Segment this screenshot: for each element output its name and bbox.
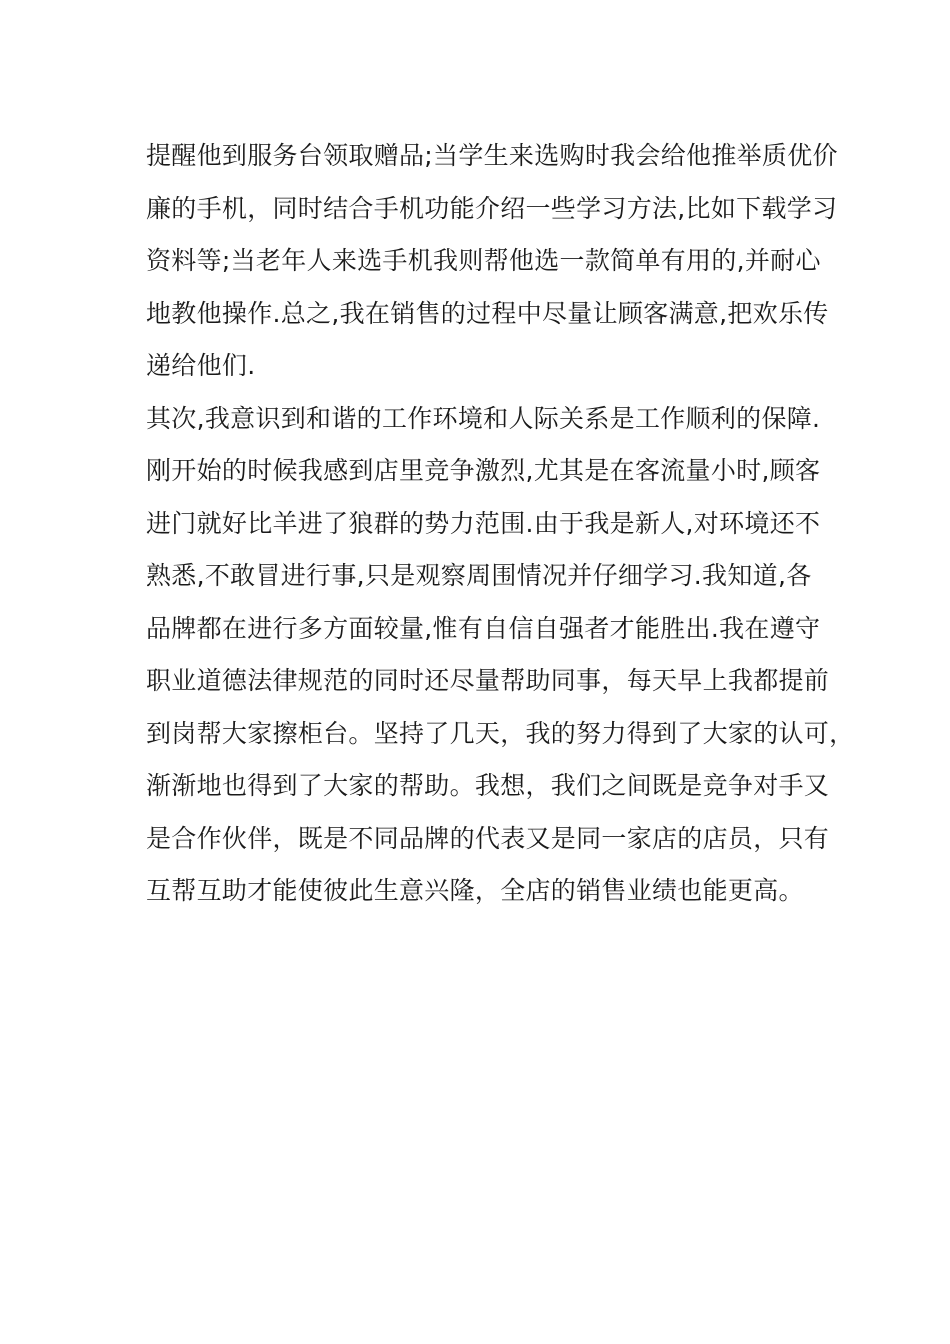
text-line: 到岗帮大家擦柜台。坚持了几天，我的努力得到了大家的认可， xyxy=(146,718,855,748)
text-line: 熟悉,不敢冒进行事,只是观察周围情况并仔细学习.我知道,各 xyxy=(146,561,812,590)
text-line: 是合作伙伴，既是不同品牌的代表又是同一家店的店员，只有 xyxy=(146,823,830,853)
text-line: 品牌都在进行多方面较量,惟有自信自强者才能胜出.我在遵守 xyxy=(146,613,821,643)
text-line: 进门就好比羊进了狼群的势力范围.由于我是新人,对环境还不 xyxy=(146,508,821,538)
text-line: 递给他们. xyxy=(146,351,256,380)
text-line: 刚开始的时候我感到店里竞争激烈,尤其是在客流量小时,顾客 xyxy=(146,456,821,485)
text-line: 廉的手机，同时结合手机功能介绍一些学习方法,比如下载学习 xyxy=(146,193,838,223)
text-line: 其次,我意识到和谐的工作环境和人际关系是工作顺利的保障. xyxy=(146,403,821,433)
text-line: 互帮互助才能使彼此生意兴隆，全店的销售业绩也能更高。 xyxy=(146,876,804,905)
text-line: 提醒他到服务台领取赠品;当学生来选购时我会给他推举质优价 xyxy=(146,141,838,170)
text-line: 职业道德法律规范的同时还尽量帮助同事，每天早上我都提前 xyxy=(146,666,830,695)
text-line: 资料等;当老年人来选手机我则帮他选一款简单有用的,并耐心 xyxy=(146,246,821,275)
text-line: 地教他操作.总之,我在销售的过程中尽量让顾客满意,把欢乐传 xyxy=(146,298,829,328)
text-line: 渐渐地也得到了大家的帮助。我想，我们之间既是竞争对手又 xyxy=(146,771,830,800)
body-text xyxy=(146,130,855,918)
